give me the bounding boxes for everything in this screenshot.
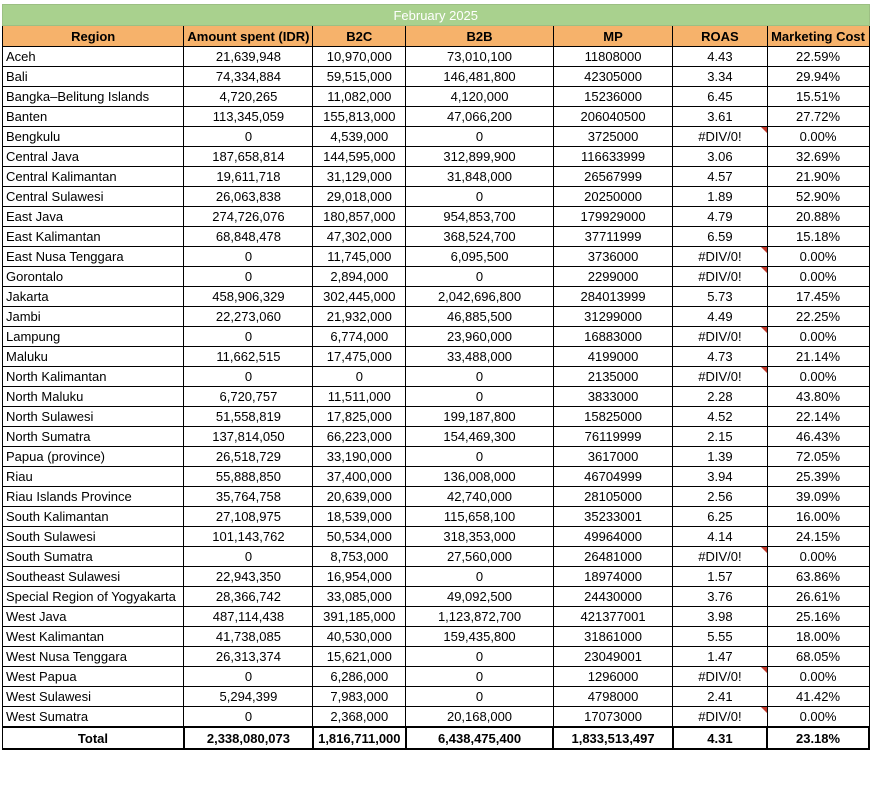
roas-cell[interactable]: 1.89	[673, 187, 767, 207]
mp-cell[interactable]: 24430000	[553, 587, 672, 607]
region-cell[interactable]: North Maluku	[3, 387, 184, 407]
table-row	[3, 307, 870, 327]
marketing-cost-cell[interactable]: 22.14%	[767, 407, 869, 427]
amount-spent-cell[interactable]: 0	[184, 247, 313, 267]
roas-cell[interactable]: 2.28	[673, 387, 767, 407]
mp-cell[interactable]: 20250000	[553, 187, 672, 207]
region-cell[interactable]: Gorontalo	[3, 267, 184, 287]
mp-cell[interactable]: 3725000	[553, 127, 672, 147]
mp-cell[interactable]: 18974000	[553, 567, 672, 587]
b2c-cell[interactable]: 8,753,000	[313, 547, 406, 567]
roas-cell[interactable]: 3.94	[673, 467, 767, 487]
table-row	[3, 447, 870, 467]
region-cell[interactable]: North Kalimantan	[3, 367, 184, 387]
b2b-cell[interactable]: 33,488,000	[406, 347, 554, 367]
roas-cell[interactable]: 2.15	[673, 427, 767, 447]
mp-cell[interactable]: 37711999	[553, 227, 672, 247]
region-cell[interactable]: Riau Islands Province	[3, 487, 184, 507]
roas-cell[interactable]: 2.41	[673, 687, 767, 707]
table-row	[3, 287, 870, 307]
b2b-cell[interactable]: 0	[406, 367, 554, 387]
roas-cell[interactable]: 4.52	[673, 407, 767, 427]
roas-cell[interactable]: #DIV/0!	[673, 367, 767, 387]
b2c-cell[interactable]: 302,445,000	[313, 287, 406, 307]
marketing-cost-cell[interactable]: 0.00%	[767, 547, 869, 567]
b2b-cell[interactable]: 27,560,000	[406, 547, 554, 567]
region-cell[interactable]: Aceh	[3, 47, 184, 67]
marketing-cost-cell[interactable]: 25.39%	[767, 467, 869, 487]
mp-cell[interactable]: 26567999	[553, 167, 672, 187]
marketing-cost-cell[interactable]: 63.86%	[767, 567, 869, 587]
table-row	[3, 647, 870, 667]
marketing-cost-cell[interactable]: 52.90%	[767, 187, 869, 207]
region-cell[interactable]: Papua (province)	[3, 447, 184, 467]
b2b-cell[interactable]: 954,853,700	[406, 207, 554, 227]
mp-cell[interactable]: 2135000	[553, 367, 672, 387]
mp-cell[interactable]: 49964000	[553, 527, 672, 547]
marketing-cost-cell[interactable]: 68.05%	[767, 647, 869, 667]
amount-spent-cell[interactable]: 28,366,742	[184, 587, 313, 607]
b2c-cell[interactable]: 66,223,000	[313, 427, 406, 447]
b2c-cell[interactable]: 15,621,000	[313, 647, 406, 667]
amount-spent-cell[interactable]: 55,888,850	[184, 467, 313, 487]
region-cell[interactable]: East Nusa Tenggara	[3, 247, 184, 267]
b2c-cell[interactable]: 6,774,000	[313, 327, 406, 347]
amount-spent-cell[interactable]: 487,114,438	[184, 607, 313, 627]
mp-cell[interactable]: 15236000	[553, 87, 672, 107]
b2c-cell[interactable]: 20,639,000	[313, 487, 406, 507]
region-cell[interactable]: South Sumatra	[3, 547, 184, 567]
marketing-cost-cell[interactable]: 0.00%	[767, 707, 869, 728]
table-row	[3, 407, 870, 427]
total-amount-spent[interactable]: 2,338,080,073	[184, 727, 313, 749]
mp-cell[interactable]: 1296000	[553, 667, 672, 687]
b2b-cell[interactable]: 318,353,000	[406, 527, 554, 547]
amount-spent-cell[interactable]: 21,639,948	[184, 47, 313, 67]
region-cell[interactable]: Central Java	[3, 147, 184, 167]
roas-cell[interactable]: 5.55	[673, 627, 767, 647]
region-cell[interactable]: North Sulawesi	[3, 407, 184, 427]
amount-spent-cell[interactable]: 41,738,085	[184, 627, 313, 647]
roas-cell[interactable]: 3.06	[673, 147, 767, 167]
marketing-cost-cell[interactable]: 39.09%	[767, 487, 869, 507]
total-label[interactable]: Total	[3, 727, 184, 749]
amount-spent-cell[interactable]: 0	[184, 267, 313, 287]
b2c-cell[interactable]: 31,129,000	[313, 167, 406, 187]
header-row	[3, 26, 870, 47]
mp-cell[interactable]: 284013999	[553, 287, 672, 307]
roas-cell[interactable]: 6.45	[673, 87, 767, 107]
region-cell[interactable]: Lampung	[3, 327, 184, 347]
roas-cell[interactable]: 4.79	[673, 207, 767, 227]
table-row	[3, 267, 870, 287]
marketing-cost-cell[interactable]: 22.59%	[767, 47, 869, 67]
marketing-cost-cell[interactable]: 16.00%	[767, 507, 869, 527]
header-b2c[interactable]: B2C	[313, 26, 406, 47]
region-cell[interactable]: Central Sulawesi	[3, 187, 184, 207]
region-cell[interactable]: West Nusa Tenggara	[3, 647, 184, 667]
b2b-cell[interactable]: 0	[406, 687, 554, 707]
amount-spent-cell[interactable]: 11,662,515	[184, 347, 313, 367]
mp-cell[interactable]: 4798000	[553, 687, 672, 707]
marketing-cost-cell[interactable]: 18.00%	[767, 627, 869, 647]
mp-cell[interactable]: 3736000	[553, 247, 672, 267]
marketing-cost-cell[interactable]: 21.90%	[767, 167, 869, 187]
b2b-cell[interactable]: 136,008,000	[406, 467, 554, 487]
table-row	[3, 107, 870, 127]
b2c-cell[interactable]: 180,857,000	[313, 207, 406, 227]
b2c-cell[interactable]: 40,530,000	[313, 627, 406, 647]
mp-cell[interactable]: 46704999	[553, 467, 672, 487]
b2b-cell[interactable]: 47,066,200	[406, 107, 554, 127]
b2c-cell[interactable]: 29,018,000	[313, 187, 406, 207]
amount-spent-cell[interactable]: 458,906,329	[184, 287, 313, 307]
roas-cell[interactable]: 1.39	[673, 447, 767, 467]
b2c-cell[interactable]: 11,082,000	[313, 87, 406, 107]
amount-spent-cell[interactable]: 0	[184, 667, 313, 687]
header-region[interactable]: Region	[3, 26, 184, 47]
amount-spent-cell[interactable]: 26,313,374	[184, 647, 313, 667]
b2c-cell[interactable]: 11,745,000	[313, 247, 406, 267]
b2b-cell[interactable]: 0	[406, 567, 554, 587]
b2b-cell[interactable]: 0	[406, 447, 554, 467]
roas-cell[interactable]: 3.76	[673, 587, 767, 607]
mp-cell[interactable]: 35233001	[553, 507, 672, 527]
table-row	[3, 587, 870, 607]
table-row	[3, 707, 870, 728]
roas-cell[interactable]: 6.59	[673, 227, 767, 247]
amount-spent-cell[interactable]: 26,518,729	[184, 447, 313, 467]
table-row	[3, 667, 870, 687]
b2b-cell[interactable]: 159,435,800	[406, 627, 554, 647]
b2b-cell[interactable]: 0	[406, 267, 554, 287]
marketing-cost-cell[interactable]: 22.25%	[767, 307, 869, 327]
total-row	[3, 727, 870, 749]
b2b-cell[interactable]: 46,885,500	[406, 307, 554, 327]
region-cell[interactable]: West Java	[3, 607, 184, 627]
b2c-cell[interactable]: 7,983,000	[313, 687, 406, 707]
roas-cell[interactable]: 3.98	[673, 607, 767, 627]
b2c-cell[interactable]: 155,813,000	[313, 107, 406, 127]
marketing-cost-cell[interactable]: 72.05%	[767, 447, 869, 467]
region-cell[interactable]: Riau	[3, 467, 184, 487]
amount-spent-cell[interactable]: 0	[184, 367, 313, 387]
amount-spent-cell[interactable]: 19,611,718	[184, 167, 313, 187]
b2b-cell[interactable]: 199,187,800	[406, 407, 554, 427]
table-row	[3, 527, 870, 547]
header-marketing-cost[interactable]: Marketing Cost	[767, 26, 869, 47]
amount-spent-cell[interactable]: 27,108,975	[184, 507, 313, 527]
region-cell[interactable]: West Sulawesi	[3, 687, 184, 707]
b2c-cell[interactable]: 10,970,000	[313, 47, 406, 67]
marketing-cost-cell[interactable]: 20.88%	[767, 207, 869, 227]
region-cell[interactable]: South Sulawesi	[3, 527, 184, 547]
amount-spent-cell[interactable]: 101,143,762	[184, 527, 313, 547]
amount-spent-cell[interactable]: 22,273,060	[184, 307, 313, 327]
mp-cell[interactable]: 28105000	[553, 487, 672, 507]
marketing-cost-cell[interactable]: 0.00%	[767, 367, 869, 387]
b2c-cell[interactable]: 144,595,000	[313, 147, 406, 167]
mp-cell[interactable]: 23049001	[553, 647, 672, 667]
amount-spent-cell[interactable]: 6,720,757	[184, 387, 313, 407]
b2c-cell[interactable]: 21,932,000	[313, 307, 406, 327]
b2b-cell[interactable]: 31,848,000	[406, 167, 554, 187]
roas-cell[interactable]: 4.43	[673, 47, 767, 67]
b2c-cell[interactable]: 6,286,000	[313, 667, 406, 687]
marketing-cost-cell[interactable]: 29.94%	[767, 67, 869, 87]
roas-cell[interactable]: #DIV/0!	[673, 547, 767, 567]
roas-cell[interactable]: 2.56	[673, 487, 767, 507]
roas-cell[interactable]: 5.73	[673, 287, 767, 307]
region-cell[interactable]: Bali	[3, 67, 184, 87]
table-row	[3, 67, 870, 87]
b2b-cell[interactable]: 0	[406, 647, 554, 667]
marketing-cost-cell[interactable]: 17.45%	[767, 287, 869, 307]
region-cell[interactable]: East Kalimantan	[3, 227, 184, 247]
amount-spent-cell[interactable]: 0	[184, 327, 313, 347]
region-cell[interactable]: West Papua	[3, 667, 184, 687]
b2b-cell[interactable]: 2,042,696,800	[406, 287, 554, 307]
amount-spent-cell[interactable]: 274,726,076	[184, 207, 313, 227]
b2b-cell[interactable]: 49,092,500	[406, 587, 554, 607]
b2c-cell[interactable]: 4,539,000	[313, 127, 406, 147]
b2b-cell[interactable]: 115,658,100	[406, 507, 554, 527]
region-cell[interactable]: West Sumatra	[3, 707, 184, 728]
b2b-cell[interactable]: 4,120,000	[406, 87, 554, 107]
b2b-cell[interactable]: 0	[406, 387, 554, 407]
marketing-cost-cell[interactable]: 24.15%	[767, 527, 869, 547]
b2c-cell[interactable]: 33,085,000	[313, 587, 406, 607]
mp-cell[interactable]: 15825000	[553, 407, 672, 427]
header-amount-spent[interactable]: Amount spent (IDR)	[184, 26, 313, 47]
marketing-cost-cell[interactable]: 15.51%	[767, 87, 869, 107]
marketing-cost-cell[interactable]: 46.43%	[767, 427, 869, 447]
roas-cell[interactable]: 6.25	[673, 507, 767, 527]
marketing-cost-cell[interactable]: 43.80%	[767, 387, 869, 407]
b2b-cell[interactable]: 154,469,300	[406, 427, 554, 447]
roas-cell[interactable]: 1.47	[673, 647, 767, 667]
mp-cell[interactable]: 31861000	[553, 627, 672, 647]
spreadsheet-table	[2, 4, 870, 750]
mp-cell[interactable]: 206040500	[553, 107, 672, 127]
b2b-cell[interactable]: 146,481,800	[406, 67, 554, 87]
b2b-cell[interactable]: 0	[406, 187, 554, 207]
roas-cell[interactable]: #DIV/0!	[673, 127, 767, 147]
b2c-cell[interactable]: 37,400,000	[313, 467, 406, 487]
region-cell[interactable]: Banten	[3, 107, 184, 127]
b2b-cell[interactable]: 42,740,000	[406, 487, 554, 507]
marketing-cost-cell[interactable]: 0.00%	[767, 247, 869, 267]
amount-spent-cell[interactable]: 187,658,814	[184, 147, 313, 167]
table-row	[3, 167, 870, 187]
table-row	[3, 507, 870, 527]
mp-cell[interactable]: 179929000	[553, 207, 672, 227]
marketing-cost-cell[interactable]: 25.16%	[767, 607, 869, 627]
table-row	[3, 487, 870, 507]
b2c-cell[interactable]: 59,515,000	[313, 67, 406, 87]
mp-cell[interactable]: 17073000	[553, 707, 672, 728]
table-row	[3, 627, 870, 647]
b2b-cell[interactable]: 1,123,872,700	[406, 607, 554, 627]
header-roas[interactable]: ROAS	[673, 26, 767, 47]
marketing-cost-cell[interactable]: 0.00%	[767, 267, 869, 287]
roas-cell[interactable]: #DIV/0!	[673, 707, 767, 728]
region-cell[interactable]: Bangka–Belitung Islands	[3, 87, 184, 107]
marketing-cost-cell[interactable]: 0.00%	[767, 667, 869, 687]
header-b2b[interactable]: B2B	[406, 26, 554, 47]
region-cell[interactable]: Bengkulu	[3, 127, 184, 147]
roas-cell[interactable]: 1.57	[673, 567, 767, 587]
marketing-cost-cell[interactable]: 26.61%	[767, 587, 869, 607]
mp-cell[interactable]: 3617000	[553, 447, 672, 467]
table-row	[3, 247, 870, 267]
mp-cell[interactable]: 76119999	[553, 427, 672, 447]
table-row	[3, 187, 870, 207]
table-row	[3, 127, 870, 147]
marketing-cost-cell[interactable]: 0.00%	[767, 127, 869, 147]
region-cell[interactable]: Jakarta	[3, 287, 184, 307]
b2c-cell[interactable]: 18,539,000	[313, 507, 406, 527]
table-row	[3, 387, 870, 407]
b2c-cell[interactable]: 2,894,000	[313, 267, 406, 287]
region-cell[interactable]: East Java	[3, 207, 184, 227]
roas-cell[interactable]: #DIV/0!	[673, 267, 767, 287]
amount-spent-cell[interactable]: 5,294,399	[184, 687, 313, 707]
b2c-cell[interactable]: 16,954,000	[313, 567, 406, 587]
b2b-cell[interactable]: 0	[406, 127, 554, 147]
table-row	[3, 567, 870, 587]
b2c-cell[interactable]: 50,534,000	[313, 527, 406, 547]
region-cell[interactable]: Central Kalimantan	[3, 167, 184, 187]
b2c-cell[interactable]: 47,302,000	[313, 227, 406, 247]
amount-spent-cell[interactable]: 74,334,884	[184, 67, 313, 87]
amount-spent-cell[interactable]: 0	[184, 547, 313, 567]
total-roas[interactable]: 4.31	[673, 727, 767, 749]
total-marketing-cost[interactable]: 23.18%	[767, 727, 869, 749]
amount-spent-cell[interactable]: 26,063,838	[184, 187, 313, 207]
mp-cell[interactable]: 26481000	[553, 547, 672, 567]
roas-cell[interactable]: #DIV/0!	[673, 327, 767, 347]
amount-spent-cell[interactable]: 0	[184, 707, 313, 728]
marketing-cost-cell[interactable]: 41.42%	[767, 687, 869, 707]
total-mp[interactable]: 1,833,513,497	[553, 727, 672, 749]
b2b-cell[interactable]: 368,524,700	[406, 227, 554, 247]
sheet-title[interactable]: February 2025	[3, 5, 870, 26]
amount-spent-cell[interactable]: 0	[184, 127, 313, 147]
table-row	[3, 467, 870, 487]
amount-spent-cell[interactable]: 137,814,050	[184, 427, 313, 447]
b2b-cell[interactable]: 0	[406, 667, 554, 687]
b2c-cell[interactable]: 2,368,000	[313, 707, 406, 728]
roas-cell[interactable]: 4.49	[673, 307, 767, 327]
b2c-cell[interactable]: 17,825,000	[313, 407, 406, 427]
total-b2c[interactable]: 1,816,711,000	[313, 727, 406, 749]
mp-cell[interactable]: 3833000	[553, 387, 672, 407]
mp-cell[interactable]: 4199000	[553, 347, 672, 367]
table-row	[3, 47, 870, 67]
table-row	[3, 347, 870, 367]
table-row	[3, 207, 870, 227]
b2c-cell[interactable]: 33,190,000	[313, 447, 406, 467]
header-mp[interactable]: MP	[553, 26, 672, 47]
amount-spent-cell[interactable]: 4,720,265	[184, 87, 313, 107]
b2c-cell[interactable]: 11,511,000	[313, 387, 406, 407]
region-cell[interactable]: South Kalimantan	[3, 507, 184, 527]
roas-cell[interactable]: 3.34	[673, 67, 767, 87]
region-cell[interactable]: Southeast Sulawesi	[3, 567, 184, 587]
marketing-cost-cell[interactable]: 21.14%	[767, 347, 869, 367]
mp-cell[interactable]: 16883000	[553, 327, 672, 347]
table-row	[3, 427, 870, 447]
b2b-cell[interactable]: 73,010,100	[406, 47, 554, 67]
marketing-cost-cell[interactable]: 32.69%	[767, 147, 869, 167]
roas-cell[interactable]: #DIV/0!	[673, 667, 767, 687]
amount-spent-cell[interactable]: 68,848,478	[184, 227, 313, 247]
mp-cell[interactable]: 11808000	[553, 47, 672, 67]
b2b-cell[interactable]: 23,960,000	[406, 327, 554, 347]
table-row	[3, 227, 870, 247]
marketing-cost-cell[interactable]: 27.72%	[767, 107, 869, 127]
mp-cell[interactable]: 2299000	[553, 267, 672, 287]
table-row	[3, 327, 870, 347]
b2c-cell[interactable]: 0	[313, 367, 406, 387]
total-b2b[interactable]: 6,438,475,400	[406, 727, 554, 749]
amount-spent-cell[interactable]: 51,558,819	[184, 407, 313, 427]
mp-cell[interactable]: 421377001	[553, 607, 672, 627]
table-row	[3, 87, 870, 107]
mp-cell[interactable]: 42305000	[553, 67, 672, 87]
b2b-cell[interactable]: 6,095,500	[406, 247, 554, 267]
marketing-cost-cell[interactable]: 15.18%	[767, 227, 869, 247]
region-cell[interactable]: West Kalimantan	[3, 627, 184, 647]
roas-cell[interactable]: 4.57	[673, 167, 767, 187]
table-row	[3, 367, 870, 387]
b2b-cell[interactable]: 312,899,900	[406, 147, 554, 167]
mp-cell[interactable]: 31299000	[553, 307, 672, 327]
b2c-cell[interactable]: 17,475,000	[313, 347, 406, 367]
b2c-cell[interactable]: 391,185,000	[313, 607, 406, 627]
mp-cell[interactable]: 116633999	[553, 147, 672, 167]
table-row	[3, 547, 870, 567]
amount-spent-cell[interactable]: 113,345,059	[184, 107, 313, 127]
table-row	[3, 607, 870, 627]
region-cell[interactable]: Maluku	[3, 347, 184, 367]
table-row	[3, 147, 870, 167]
title-row	[3, 5, 870, 26]
amount-spent-cell[interactable]: 22,943,350	[184, 567, 313, 587]
region-cell[interactable]: Special Region of Yogyakarta	[3, 587, 184, 607]
roas-cell[interactable]: 3.61	[673, 107, 767, 127]
region-cell[interactable]: North Sumatra	[3, 427, 184, 447]
roas-cell[interactable]: 4.73	[673, 347, 767, 367]
b2b-cell[interactable]: 20,168,000	[406, 707, 554, 728]
region-cell[interactable]: Jambi	[3, 307, 184, 327]
amount-spent-cell[interactable]: 35,764,758	[184, 487, 313, 507]
marketing-cost-cell[interactable]: 0.00%	[767, 327, 869, 347]
table-row	[3, 687, 870, 707]
roas-cell[interactable]: 4.14	[673, 527, 767, 547]
roas-cell[interactable]: #DIV/0!	[673, 247, 767, 267]
